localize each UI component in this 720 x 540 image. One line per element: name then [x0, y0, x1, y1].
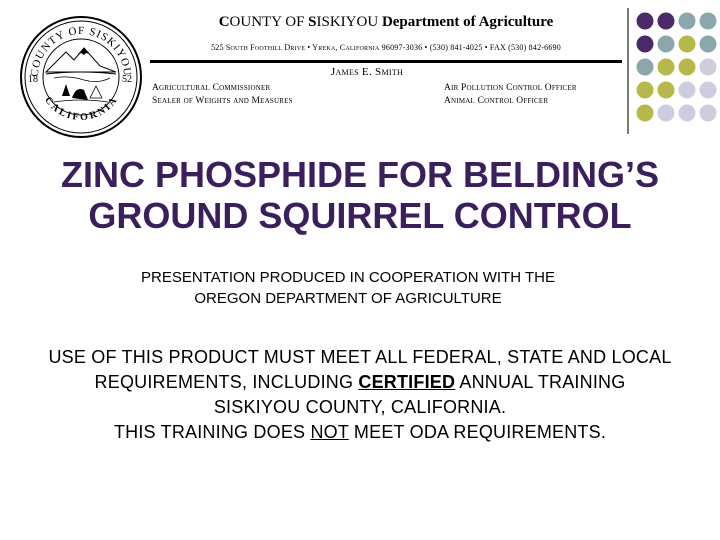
notice-not-emphasis: NOT [310, 422, 349, 442]
main-title [0, 154, 720, 236]
notice-line-4-end: MEET ODA REQUIREMENTS. [348, 422, 607, 442]
presentation-line-2: OREGON DEPARTMENT OF AGRICULTURE [194, 290, 502, 307]
decorative-dot [679, 82, 696, 99]
decorative-dot [700, 36, 717, 53]
decorative-dot [679, 59, 696, 76]
right-title-1: Air Pollution Control Officer [444, 83, 577, 93]
seal-year-left: 18 [28, 74, 38, 85]
left-title-2: Sealer of Weights and Measures [152, 96, 293, 106]
title-initial-c: C [218, 14, 230, 30]
decorative-dot-grid [636, 12, 720, 124]
decorative-dot [679, 13, 696, 30]
decorative-dot [700, 82, 717, 99]
decorative-dot [637, 13, 654, 30]
decorative-dot [658, 82, 675, 99]
right-titles [444, 82, 577, 108]
decorative-dot [637, 105, 654, 122]
decorative-dot [700, 59, 717, 76]
seal-landscape-icon [46, 48, 116, 102]
decorative-dot [637, 36, 654, 53]
decorative-dot [679, 36, 696, 53]
decorative-dot [700, 13, 717, 30]
main-title-line-2: GROUND SQUIRREL CONTROL [88, 195, 632, 236]
seal-year-right: 52 [122, 74, 132, 85]
notice-line-2 [0, 370, 720, 395]
notice-certified-emphasis: CERTIFIED [358, 372, 456, 392]
decorative-dot [637, 59, 654, 76]
left-title-1: Agricultural Commissioner [152, 83, 271, 93]
left-titles [152, 82, 293, 108]
notice-line-1: USE OF THIS PRODUCT MUST MEET ALL FEDERAL, STATE AND LOCAL [48, 347, 672, 367]
decorative-dot [658, 105, 675, 122]
decorative-dot [700, 105, 717, 122]
presentation-line-1: PRESENTATION PRODUCED IN COOPERATION WITH THE [141, 269, 555, 286]
notice-line-4-start: THIS TRAINING DOES [113, 422, 311, 442]
letterhead-rule [150, 60, 622, 63]
decorative-dot [658, 13, 675, 30]
presentation-credit [0, 267, 696, 309]
seal-ring-bottom: CALIFORNIA [42, 94, 120, 124]
decorative-dot [658, 59, 675, 76]
notice-line-2-start: REQUIREMENTS, INCLUDING [94, 372, 359, 392]
title-department: Department of Agriculture [378, 14, 554, 30]
department-title [150, 14, 622, 31]
decorative-dot [658, 36, 675, 53]
right-title-2: Animal Control Officer [444, 96, 549, 106]
notice-line-4 [0, 420, 720, 445]
decorative-dot [637, 82, 654, 99]
department-address: 525 South Foothill Drive • Yreka, California 96097-3036 • (530) 841-4025 • FAX (530) 842-6690 [211, 43, 561, 52]
county-seal [18, 14, 144, 140]
title-siskiyou: ISKIYOU [316, 14, 379, 30]
title-initial-s: S [308, 14, 317, 30]
title-county: OUNTY OF [229, 14, 309, 30]
main-title-line-1: ZINC PHOSPHIDE FOR BELDING’S [60, 154, 660, 195]
seal-ring-top: COUNTY OF SISKIYOU [28, 24, 134, 78]
notice-line-2-end: ANNUAL TRAINING [455, 372, 626, 392]
usage-notice [0, 345, 720, 445]
decorative-vertical-line [627, 8, 629, 134]
notice-line-3: SISKIYOU COUNTY, CALIFORNIA. [213, 397, 507, 417]
decorative-dot [679, 105, 696, 122]
commissioner-name: James E. Smith [330, 66, 404, 78]
